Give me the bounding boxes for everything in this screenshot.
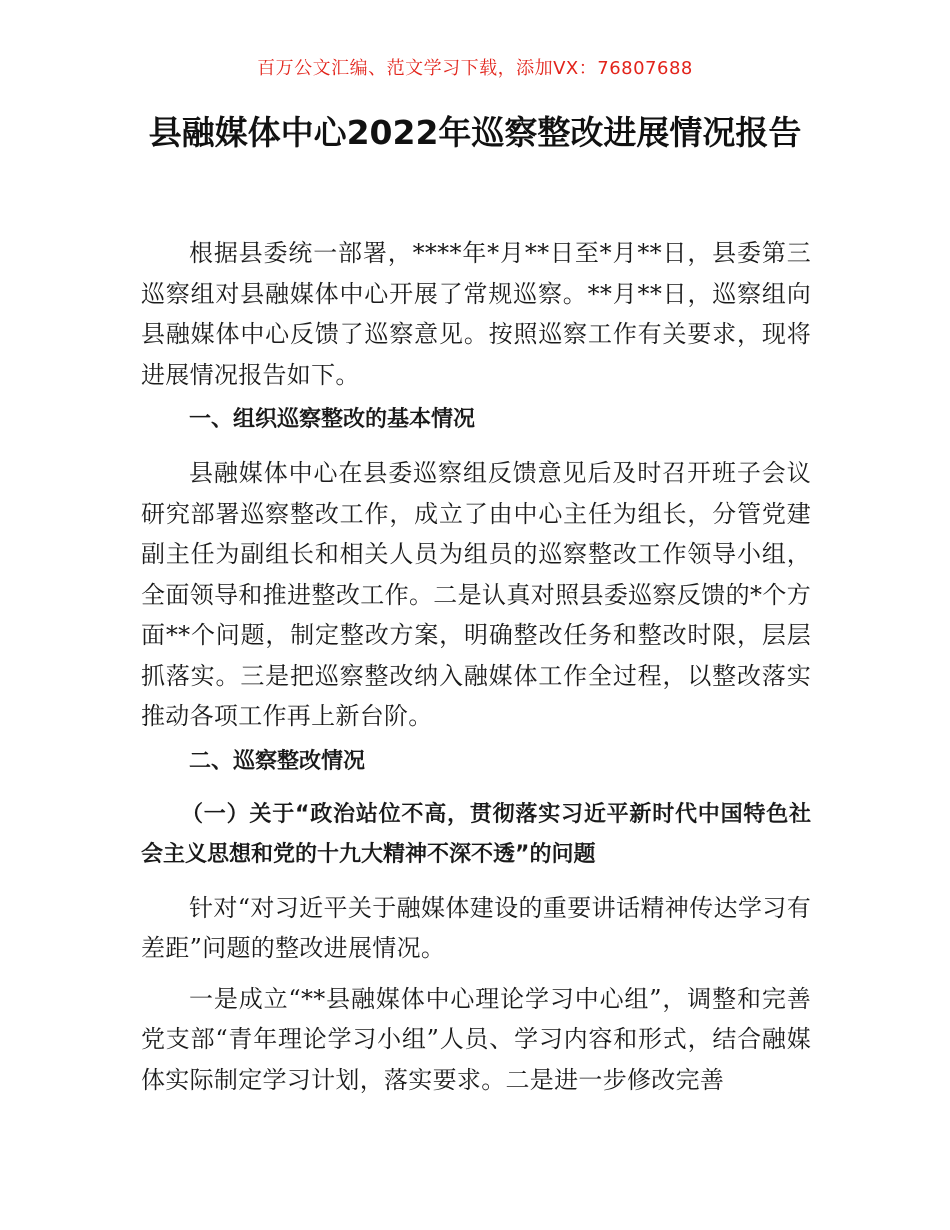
section-1-heading: 一、组织巡察整改的基本情况 bbox=[189, 407, 476, 432]
document-body bbox=[141, 233, 811, 1110]
intro-paragraph: 根据县委统一部署，****年*月**日至*月**日，县委第三巡察组对县融媒体中心开展了常规巡察。**月**日，巡察组向县融媒体中心反馈了巡察意见。按照巡察工作有关要求，现将进展情况报告如下。 bbox=[141, 239, 811, 389]
section-2-paragraph-2: 一是成立“**县融媒体中心理论学习中心组”，调整和完善党支部“青年理论学习小组”人员、学习内容和形式，结合融媒体实际制定学习计划，落实要求。二是进一步修改完善 bbox=[141, 984, 811, 1094]
section-1-paragraph: 县融媒体中心在县委巡察组反馈意见后及时召开班子会议研究部署巡察整改工作，成立了由中心主任为组长，分管党建副主任为副组长和相关人员为组员的巡察整改工作领导小组，全面领导和推进整改工作。二是认真对照县委巡察反馈的*个方面**个问题，制定整改方案，明确整改任务和整改时限，层层抓落实。三是把巡察整改纳入融媒体工作全过程，以整改落实推动各项工作再上新台阶。 bbox=[141, 459, 811, 730]
section-2-heading: 二、巡察整改情况 bbox=[189, 748, 366, 774]
section-2-subheading: （一）关于“政治站位不高，贯彻落实习近平新时代中国特色社会主义思想和党的十九大精神不深不透”的问题 bbox=[141, 801, 811, 867]
promo-banner: 百万公文汇编、范文学习下载，添加VX：76807688 bbox=[257, 58, 693, 79]
section-2-paragraph-1: 针对“对习近平关于融媒体建设的重要讲话精神传达学习有差距”问题的整改进展情况。 bbox=[141, 893, 811, 962]
document-title: 县融媒体中心2022年巡察整改进展情况报告 bbox=[148, 113, 802, 152]
